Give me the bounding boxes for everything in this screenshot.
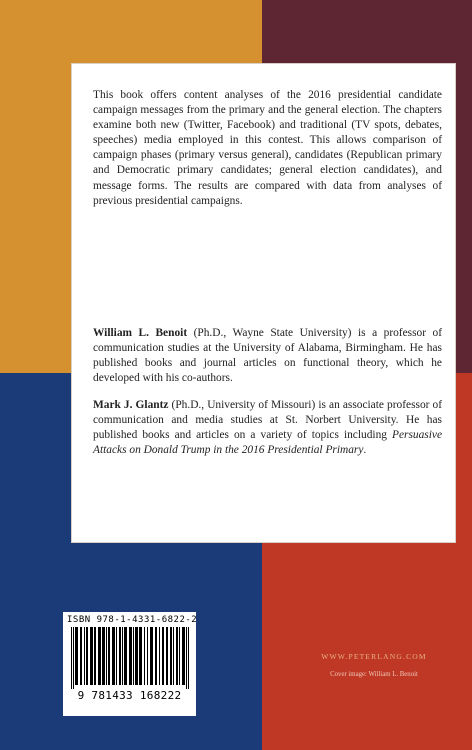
barcode-bar [188,627,189,689]
barcode-bar [94,627,96,685]
barcode-bar [112,627,115,685]
barcode-bar [75,627,78,685]
text-panel [71,63,456,543]
isbn-label: ISBN 978-1-4331-6822-2 [67,615,198,625]
barcode-bar [182,627,185,685]
book-title-italic: Persuasive Attacks on Donald Trump in the 2016 Presidential Primary [93,429,442,457]
barcode-bar [116,627,117,685]
barcode-bar [147,627,148,685]
barcode-bars [69,627,190,689]
barcode-bar [159,627,160,685]
barcode-bar [176,627,178,685]
barcode-bar [106,627,107,685]
barcode-bar [124,627,127,685]
barcode-bar [102,627,105,685]
barcode-bar [166,627,168,685]
barcode-bar [129,627,132,685]
author-bio-text: (Ph.D., University of Missouri) is an associate professor of communication and media studies at St. Norbert University. He has published books and articles on a variety of topics including [93,399,442,442]
barcode-bar [84,627,85,685]
barcode-bar [135,627,138,685]
author-bio-glantz [93,398,442,458]
barcode [63,612,196,716]
barcode-bar [119,627,121,685]
barcode-bar [155,627,157,685]
barcode-bar [173,627,174,685]
barcode-bar [98,627,101,685]
barcode-bar [71,627,72,689]
barcode-bar [144,627,145,685]
barcode-bar [186,627,187,689]
barcode-bar [179,627,180,685]
barcode-bar [80,627,82,685]
barcode-bar [139,627,142,685]
barcode-bar [108,627,110,685]
barcode-bar [170,627,172,685]
barcode-bar [133,627,134,685]
barcode-bar [150,627,153,685]
barcode-bar [73,627,74,689]
author-name: Mark J. Glantz [93,399,169,412]
book-description: This book offers content analyses of the 2016 presidential candidate campaign messages from the primary and the general election. The chapters examine both new (Twitter, Facebook) and traditional (TV spots, debates, speeches) media employed in this contest. This allows comparison of campaign phases (primary versus general), candidates (Republican primary and Democratic primary candidates; general election candidates), and message forms. The results are compared with data from analyses of previous presidential campaigns. [93,89,442,207]
barcode-bar [86,627,88,685]
publisher-url[interactable]: WWW.PETERLANG.COM [321,652,427,661]
barcode-bar [162,627,164,685]
author-bio-text: (Ph.D., Wayne State University) is a professor of communication studies at the University of Alabama, Birmingham. He has published books and journal articles on functional theory, which he developed with his co-authors. [93,326,442,385]
barcode-number: 9 781433 168222 [77,689,182,702]
barcode-bar [90,627,93,685]
author-bio-benoit [93,326,442,386]
author-name: William L. Benoit [93,326,188,339]
author-bio-end: . [363,444,367,457]
barcode-bar [122,627,123,685]
cover-credit: Cover image: William L. Benoit [330,671,418,678]
